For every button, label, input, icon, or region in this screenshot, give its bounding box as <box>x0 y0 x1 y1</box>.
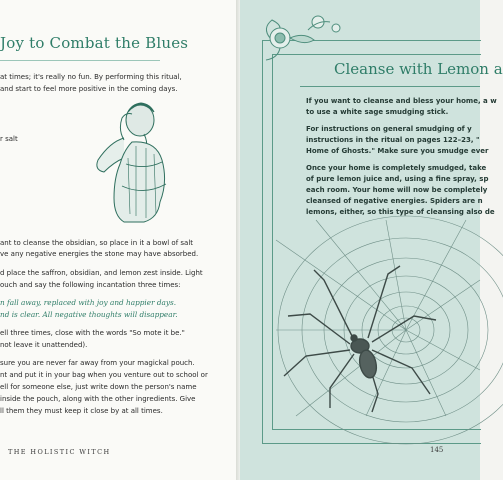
page-number: 145 <box>430 446 444 454</box>
spider-web-illustration <box>276 220 480 416</box>
left-text-line: ouch and say the following incantation three times: <box>0 281 181 289</box>
left-heading-rule <box>0 60 160 61</box>
floral-corner-ornament-icon <box>258 8 358 64</box>
right-text-line: lemons, either, so this type of cleansing also de <box>306 208 495 216</box>
incantation-line: nd is clear. All negative thoughts will disappear. <box>0 310 178 319</box>
left-text-line: and start to feel more positive in the coming days. <box>0 85 178 93</box>
left-text-line: d place the saffron, obsidian, and lemon zest inside. Light <box>0 269 203 277</box>
right-text-line: cleansed of negative energies. Spiders are n <box>306 197 483 205</box>
right-text-line: Home of Ghosts." Make sure you smudge ever <box>306 147 489 155</box>
woman-engraving-illustration <box>84 98 184 222</box>
right-page-heading: Cleanse with Lemon a <box>334 60 503 78</box>
left-text-line: ell for someone else, just write down the person's name <box>0 383 197 391</box>
right-text-line: instructions in the ritual on pages 122–23, " <box>306 136 480 144</box>
right-text-line: to use a white sage smudging stick. <box>306 108 449 116</box>
left-text-line: sure you are never far away from your magickal pouch. <box>0 359 195 367</box>
right-text-line: If you want to cleanse and bless your home, a w <box>306 97 497 105</box>
right-text-line: For instructions on general smudging of y <box>306 125 472 133</box>
left-text-line: ve any negative energies the stone may have absorbed. <box>0 250 199 258</box>
left-page-heading <box>0 34 236 52</box>
incantation-line: n fall away, replaced with joy and happier days. <box>0 298 177 307</box>
right-text-line: of pure lemon juice and, using a fine spray, sp <box>306 175 489 183</box>
right-text-line: each room. Your home will now be completely <box>306 186 488 194</box>
left-text-line: at times; it's really no fun. By performing this ritual, <box>0 73 182 81</box>
left-text-line: not leave it unattended). <box>0 341 88 349</box>
left-text-line: nt and put it in your bag when you venture out to school or <box>0 371 208 379</box>
right-text-line: Once your home is completely smudged, take <box>306 164 487 172</box>
left-text-line: ell three times, close with the words "So mote it be." <box>0 329 185 337</box>
right-heading-rule <box>300 86 480 87</box>
left-text-line: r salt <box>0 135 18 143</box>
left-heading-text: Joy to Combat the Blues <box>0 34 189 52</box>
left-text-line: ant to cleanse the obsidian, so place in it a bowl of salt <box>0 239 194 247</box>
left-text-line: ll them they must keep it close by at all times. <box>0 407 163 415</box>
left-running-footer: THE HOLISTIC WITCH <box>8 448 111 456</box>
spider-icon <box>284 266 436 412</box>
left-text-line: inside the pouch, along with the other ingredients. Give <box>0 395 196 403</box>
